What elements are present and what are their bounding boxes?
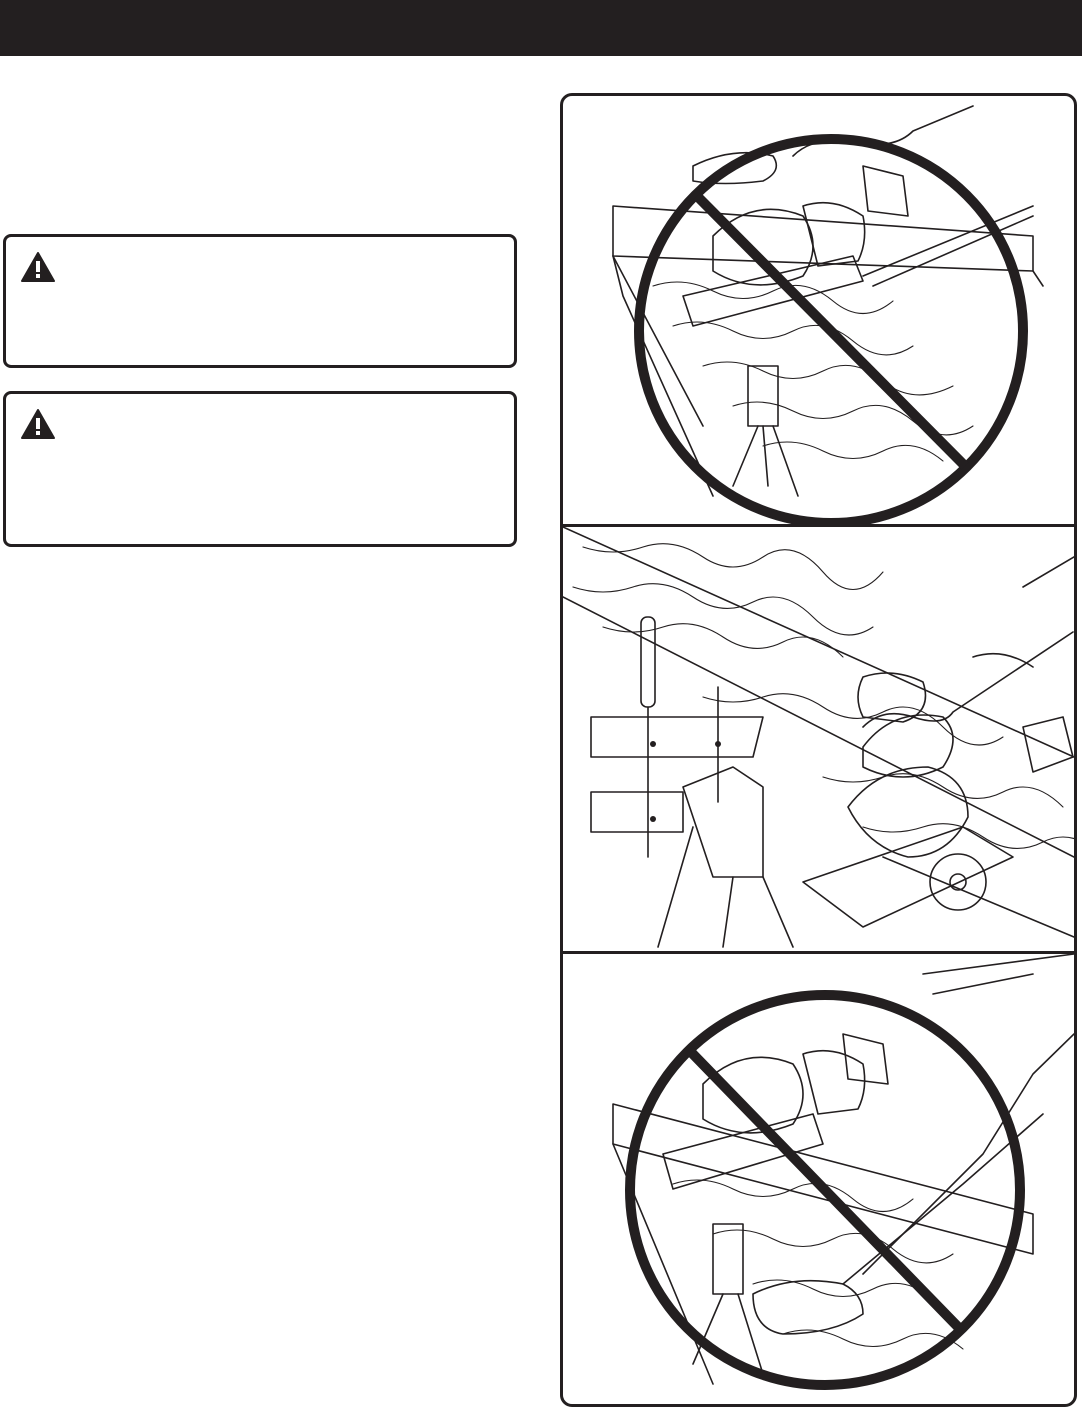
figure-1-unsupported-cut — [563, 96, 1074, 524]
warning-box-2 — [3, 391, 517, 547]
circular-saw-cut-unsupported-end-icon — [563, 96, 1074, 524]
figure-panel — [560, 93, 1077, 1407]
figure-2-clamped-cut — [563, 527, 1074, 951]
warning-triangle-icon — [20, 408, 56, 440]
warning-triangle-icon — [20, 251, 56, 283]
figure-3-hand-on-board — [563, 954, 1074, 1407]
warning-box-1 — [3, 234, 517, 368]
circular-saw-hand-holding-board-icon — [563, 954, 1074, 1404]
header-bar — [0, 0, 1082, 56]
circular-saw-cut-clamped-board-icon — [563, 527, 1074, 951]
